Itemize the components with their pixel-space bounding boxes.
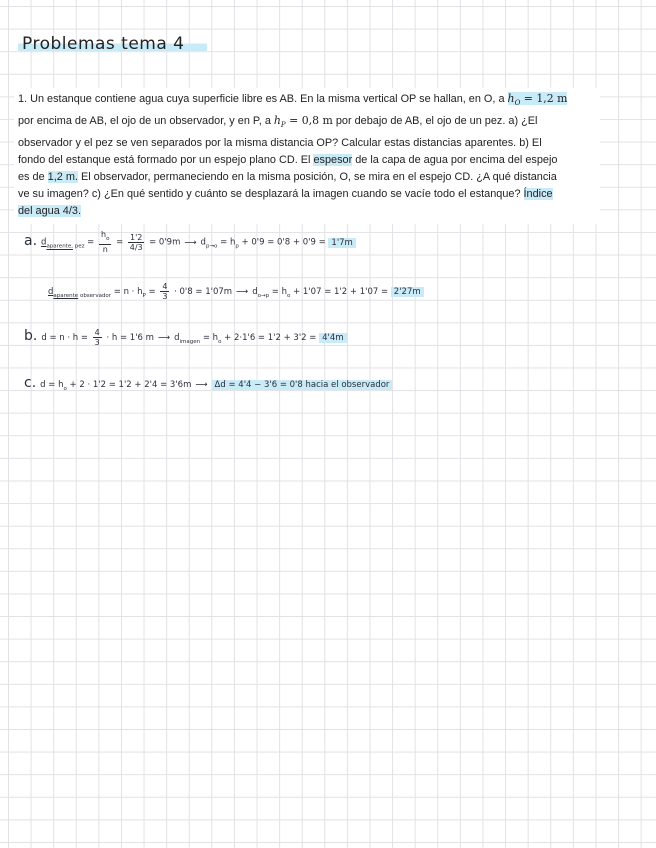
solution-a-line2: $d_{aparente observador} = n \cdot h_P$ = $\frac{4}{3}$ · 0'8 = 1'07m ⟶ $d_{o\to p} = h_o + 1'07 = 1'2 + 1'07 = 2'27m$ [48,282,424,301]
problem-text-3: por debajo de AB, el ojo de un pez. a) ¿El observador y el pez se ven separados por la misma distancia OP? Calcular estas distancias aparentes. b) El fondo del estanque está formado por un espejo plano CD. El [18,115,542,166]
page-title: Problemas tema 4 [18,34,207,54]
part-letter-a: a. [24,232,38,249]
problem-text-2: por encima de AB, el ojo de un observador, y en P, a [18,115,271,128]
arrow-icon: ⟶ [157,333,171,343]
fraction: $\frac{h_o}{n}$ [101,230,110,254]
highlight-index-1: Índice [523,187,553,200]
solution-b: b. d = n · h = $\frac{4}{3}$ · h = 1'6 m ⟶ $d_{imagen} = h_o + 2\cdot 1'6 = 1'2 + 3'2 = 4'4m$ [24,328,347,347]
fraction: $\frac{4}{3}$ [94,328,100,347]
result-a2: 2'27m [391,287,424,297]
result-b: 4'4m [319,333,346,343]
fraction: $\frac{1'2}{4/3}$ [129,232,143,252]
problem-text-4: de la capa de agua por encima del espejo es de [18,153,558,183]
math-hp: $h_P = 0,8$ m [273,114,333,130]
result-c: Δd = 4'4 − 3'6 = 0'8 hacia el observador [212,380,393,390]
result-a1: 1'7m [328,238,355,248]
arrow-icon: ⟶ [184,237,197,248]
problem-statement [14,88,600,224]
highlight-espesor: espesor [313,153,353,166]
highlight-index-2: del agua 4/3. [18,204,81,217]
part-letter-c: c. [24,375,37,391]
solution-a-line1: a. $d_{aparente, pez}$ = $\frac{h_o}{n}$ = $\frac{1'2}{4/3}$ = 0'9m ⟶ $d_{p\to o} = h_p + 0'9 = 0'8 + 0'9 = 1'7m$ [24,230,356,254]
arrow-icon: ⟶ [236,287,249,297]
math-ho: $h_O = 1,2$ m [507,92,568,108]
solution-c: c. $d = h_o + 2 \cdot 1'2 = 1'2 + 2'4 = 3'6m$ ⟶ Δd = 4'4 − 3'6 = 0'8 hacia el observador [24,375,392,392]
part-letter-b: b. [24,328,38,344]
problem-text-5: El observador, permaneciendo en la misma posición, O, se mira en el espejo CD. ¿A qué distancia ve su imagen? c) ¿En qué sentido y cuánto se desplazará la imagen cuando se vacíe todo el estanque? [18,170,557,200]
fraction: $\frac{4}{3}$ [162,282,168,301]
problem-text-1: 1. Un estanque contiene agua cuya superficie libre es AB. En la misma vertical OP se hallan, en O, a [18,93,508,105]
highlight-thickness: 1,2 m. [47,170,78,183]
arrow-icon: ⟶ [195,380,208,390]
